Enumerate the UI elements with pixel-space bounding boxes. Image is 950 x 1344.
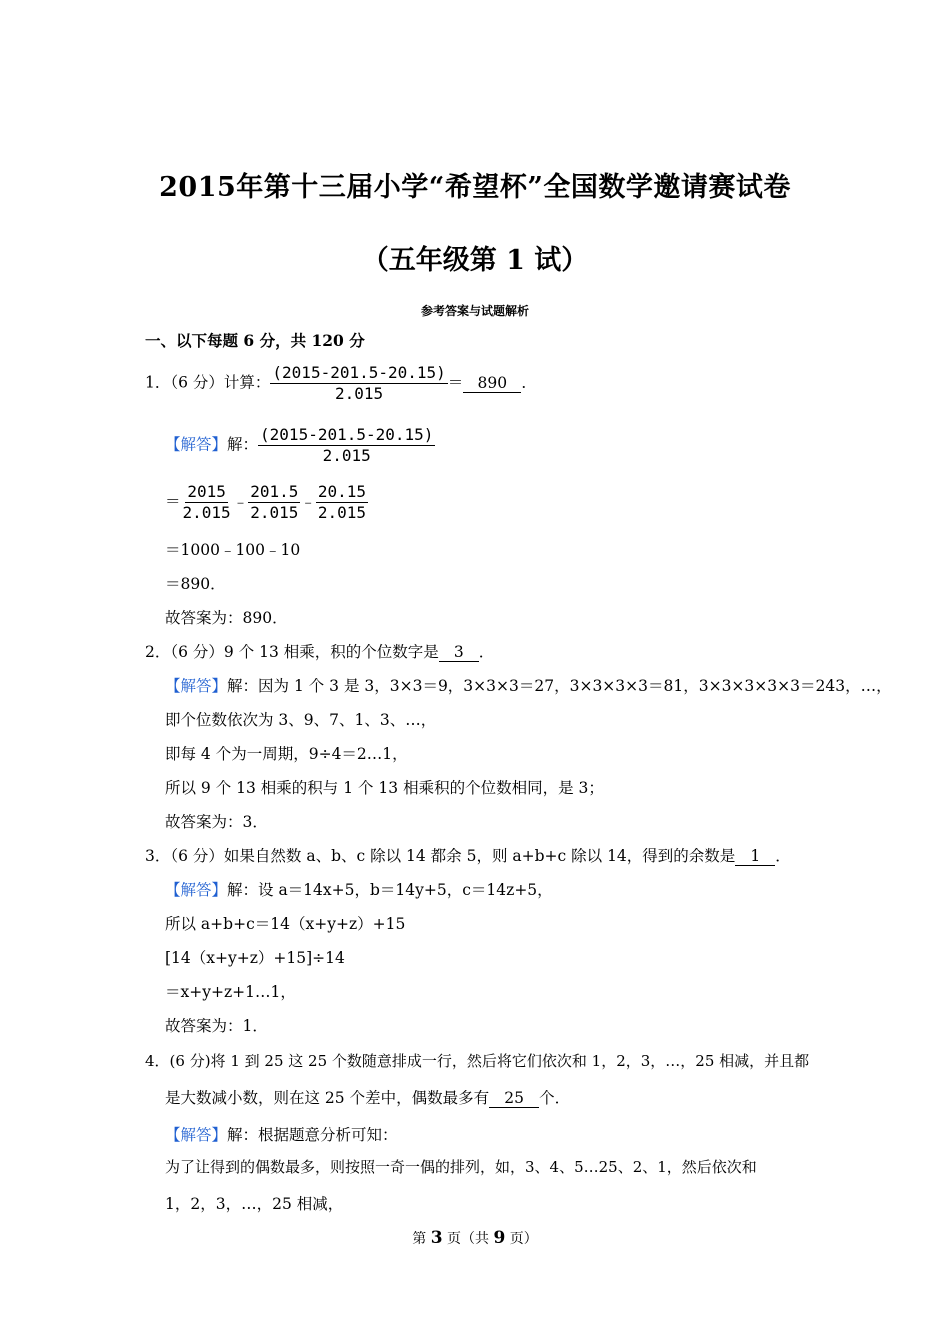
q1-frac1-num: 2015 — [187, 482, 226, 501]
solution-tag: 【解答】 — [165, 881, 228, 899]
q4-answer: 25 — [489, 1090, 539, 1108]
q1-stem — [145, 363, 537, 404]
q1-fraction — [270, 363, 447, 404]
section-heading: 一、以下每题 6 分，共 120 分 — [145, 331, 365, 350]
q1-frac1-den: 2.015 — [182, 503, 231, 522]
q2-final: 故答案为：3． — [165, 813, 268, 831]
q1-split-fractions — [165, 482, 368, 523]
q4-sol1-text: 解：根据题意分析可知： — [227, 1126, 398, 1144]
q4-stem-line1: 4．(6 分)将 1 到 25 这 25 个数随意排成一行，然后将它们依次和 1，2，3，…，25 相减，并且都 — [145, 1052, 810, 1070]
page-number: 3 — [430, 1228, 443, 1248]
answer-heading: 参考答案与试题解析 — [420, 304, 529, 318]
q1-step2: ＝890． — [165, 575, 226, 593]
q2-sol4: 所以 9 个 13 相乘的积与 1 个 13 相乘积的个位数相同，是 3； — [165, 779, 604, 797]
q3-prefix: 3．（6 分）如果自然数 a、b、c 除以 14 都余 5，则 a+b+c 除以 14，得到的余数是 — [145, 847, 736, 865]
q3-sol2: 所以 a+b+c＝14（x+y+z）+15 — [165, 915, 406, 933]
q1-sol-frac-num: (2015-201.5-20.15) — [260, 425, 434, 444]
q1-frac2-den: 2.015 — [250, 503, 299, 522]
q4-sol3: 1，2，3，…，25 相减， — [165, 1195, 344, 1213]
q2-sol3: 即每 4 个为一周期，9÷4＝2…1， — [165, 745, 408, 763]
footer-post: 页） — [505, 1231, 538, 1247]
q1-frac2 — [248, 482, 300, 523]
q2-sol2: 即个位数依次为 3、9、7、1、3、…， — [165, 711, 437, 729]
q3-sol4: ＝x+y+z+1…1， — [165, 983, 296, 1001]
q1-frac3-num: 20.15 — [317, 482, 367, 501]
q1-frac-num: (2015-201.5-20.15) — [272, 363, 446, 382]
q4-sol1 — [165, 1125, 398, 1145]
q3-stem — [145, 846, 791, 866]
page-title: 2015年第十三届小学“希望杯”全国数学邀请赛试卷 — [159, 172, 791, 203]
footer-pre: 第 — [412, 1231, 431, 1247]
solution-tag: 【解答】 — [165, 677, 228, 695]
q2-sol1-text: 解：因为 1 个 3 是 3，3×3＝9，3×3×3＝27，3×3×3×3＝81，3×3×3×3×3＝243，…， — [227, 677, 892, 695]
q3-sol3: [14（x+y+z）+15]÷14 — [165, 949, 345, 967]
q1-sol-prefix: 解： — [227, 435, 259, 454]
q3-sol1 — [165, 880, 553, 900]
q3-end: ． — [775, 847, 791, 865]
q1-minus2: ﹣ — [300, 492, 316, 511]
q1-frac3-den: 2.015 — [317, 503, 367, 522]
q4-sol2: 为了让得到的偶数最多，则按照一奇一偶的排列，如，3、4、5…25、2、1，然后依次和 — [165, 1158, 757, 1176]
page-footer — [0, 1228, 950, 1248]
q3-answer: 1 — [735, 848, 775, 866]
q1-sol-fraction — [258, 425, 435, 466]
q2-answer: 3 — [439, 644, 479, 662]
q4-end: 个． — [539, 1089, 571, 1107]
q2-end: ． — [478, 643, 495, 661]
q3-final: 故答案为：1． — [165, 1017, 268, 1035]
q1-sol-frac-den: 2.015 — [322, 446, 371, 465]
q1-solution — [165, 425, 435, 466]
q1-split-eq: ＝ — [165, 492, 181, 511]
q1-eq: ＝ — [447, 373, 464, 392]
footer-mid: 页（共 — [442, 1231, 494, 1247]
solution-tag: 【解答】 — [165, 1126, 228, 1144]
q1-end: ． — [521, 373, 537, 392]
q1-frac3 — [316, 482, 368, 523]
q2-prefix: 2．（6 分）9 个 13 相乘，积的个位数字是 — [145, 643, 439, 661]
q1-prefix: 1．（6 分）计算： — [145, 373, 271, 392]
q2-sol1 — [165, 676, 892, 696]
grade-subtitle: （五年级第 1 试） — [361, 245, 589, 276]
q1-frac-den: 2.015 — [335, 384, 384, 403]
solution-tag: 【解答】 — [165, 435, 228, 454]
page-total: 9 — [493, 1228, 506, 1248]
q1-answer: 890 — [463, 375, 521, 393]
q4-stem-line2 — [165, 1088, 570, 1108]
q1-frac1 — [181, 482, 233, 523]
q1-frac2-num: 201.5 — [250, 482, 299, 501]
q1-minus1: ﹣ — [232, 492, 249, 511]
q3-sol1-text: 解：设 a＝14x+5，b＝14y+5，c＝14z+5， — [227, 881, 553, 899]
q1-step1: ＝1000﹣100﹣10 — [165, 541, 301, 559]
q2-stem — [145, 642, 494, 662]
q1-final: 故答案为：890． — [165, 609, 288, 627]
q4-prefix: 是大数减小数，则在这 25 个差中，偶数最多有 — [165, 1089, 490, 1107]
